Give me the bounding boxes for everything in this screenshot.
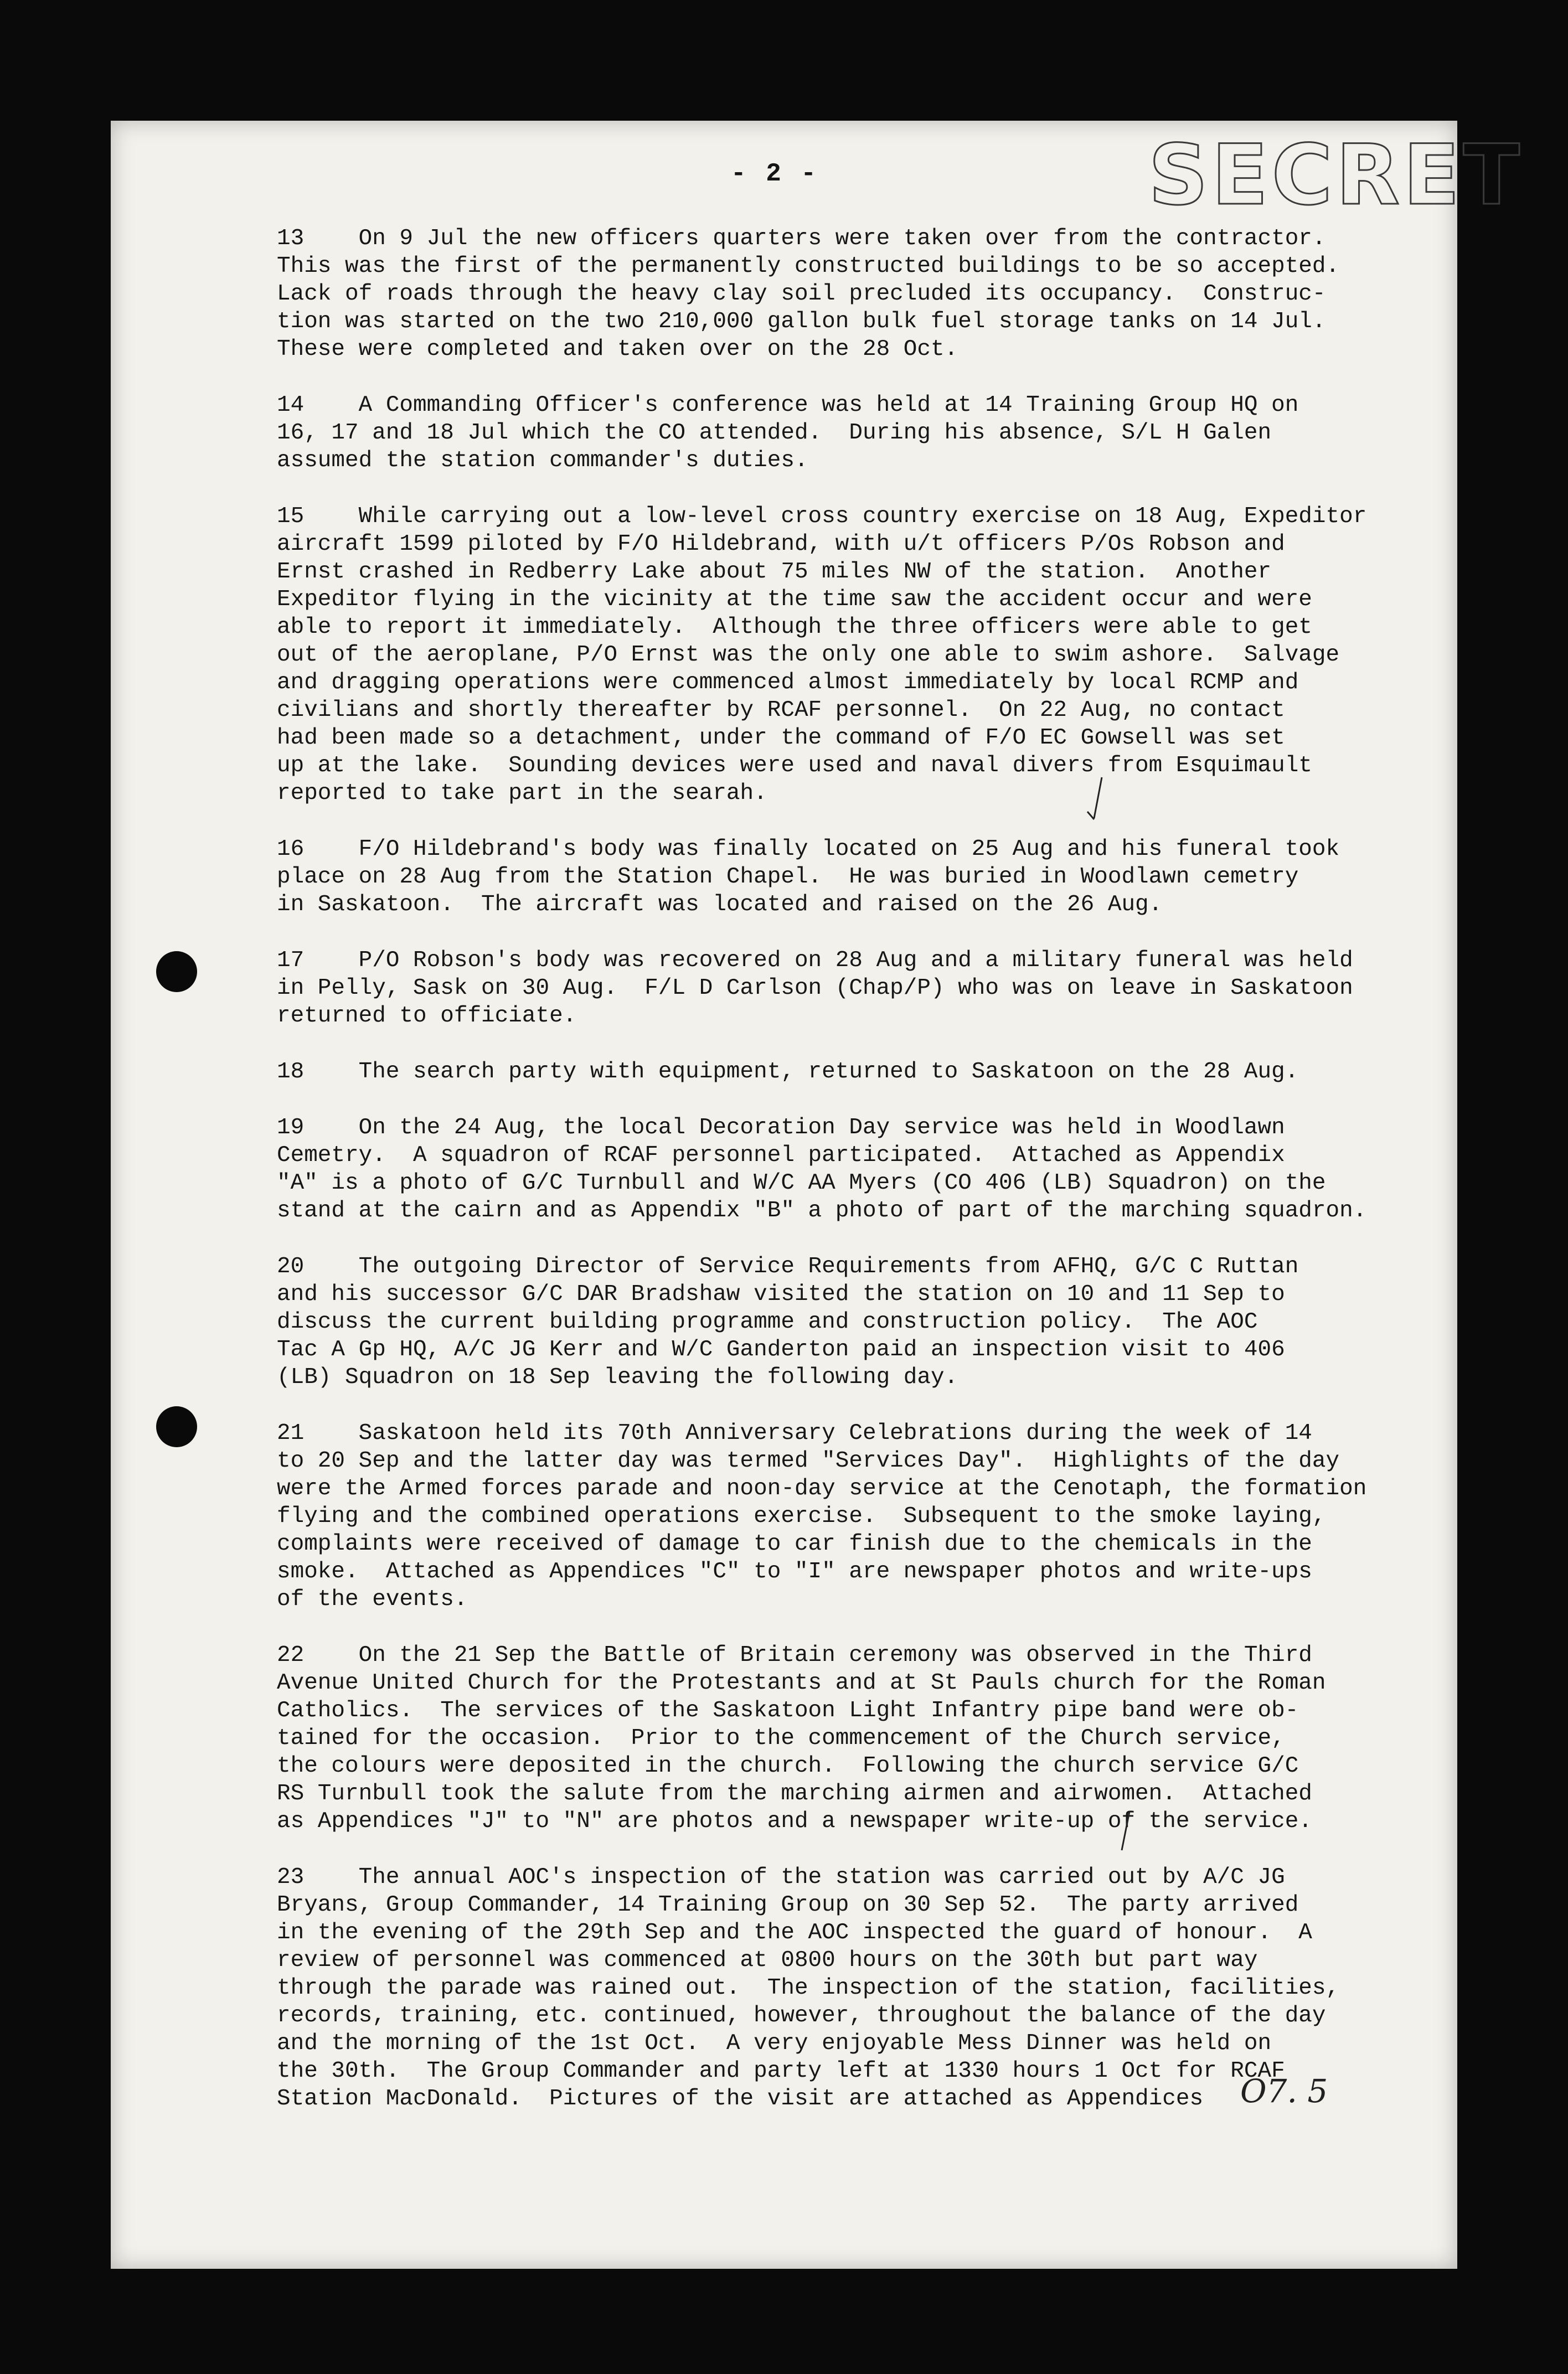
- text-line: aircraft 1599 piloted by F/O Hildebrand, with u/t officers P/Os Robson and: [277, 531, 1285, 557]
- text-line: civilians and shortly thereafter by RCAF personnel. On 22 Aug, no contact: [277, 698, 1285, 723]
- paragraph: [277, 835, 1406, 918]
- paragraph: [277, 1642, 1406, 1835]
- text-line: 21 Saskatoon held its 70th Anniversary Celebrations during the week of 14: [277, 1421, 1312, 1446]
- text-line: assumed the station commander's duties.: [277, 448, 808, 473]
- text-line: Bryans, Group Commander, 14 Training Group on 30 Sep 52. The party arrived: [277, 1892, 1299, 1918]
- text-line: RS Turnbull took the salute from the marching airmen and airwomen. Attached: [277, 1781, 1312, 1807]
- text-line: in Pelly, Sask on 30 Aug. F/L D Carlson (Chap/P) who was on leave in Saskatoon: [277, 976, 1353, 1001]
- text-line: through the parade was rained out. The inspection of the station, facilities,: [277, 1975, 1340, 2001]
- text-line: records, training, etc. continued, however, throughout the balance of the day: [277, 2003, 1326, 2029]
- text-line: tion was started on the two 210,000 gallon bulk fuel storage tanks on 14 Jul.: [277, 309, 1326, 334]
- text-line: the colours were deposited in the church. Following the church service G/C: [277, 1753, 1299, 1779]
- text-line: able to report it immediately. Although the three officers were able to get: [277, 615, 1312, 640]
- page-number: - 2 -: [731, 159, 819, 188]
- text-line: Expeditor flying in the vicinity at the time saw the accident occur and were: [277, 587, 1312, 612]
- handwritten-tick-mark: [1085, 775, 1107, 825]
- text-line: 22 On the 21 Sep the Battle of Britain ceremony was observed in the Third: [277, 1643, 1312, 1668]
- text-line: Catholics. The services of the Saskatoon Light Infantry pipe band were ob-: [277, 1698, 1299, 1723]
- text-line: This was the first of the permanently constructed buildings to be so accepted.: [277, 254, 1340, 279]
- text-line: tained for the occasion. Prior to the commencement of the Church service,: [277, 1726, 1285, 1751]
- document-page: [111, 121, 1523, 2269]
- text-line: Lack of roads through the heavy clay soil precluded its occupancy. Construc-: [277, 281, 1326, 307]
- paragraph: [277, 947, 1406, 1030]
- text-line: as Appendices "J" to "N" are photos and a newspaper write-up of the service.: [277, 1809, 1312, 1834]
- punch-hole-upper: [156, 951, 197, 992]
- text-line: 18 The search party with equipment, returned to Saskatoon on the 28 Aug.: [277, 1059, 1299, 1085]
- paragraph: [277, 1058, 1406, 1086]
- text-line: flying and the combined operations exercise. Subsequent to the smoke laying,: [277, 1504, 1326, 1529]
- handwritten-appendix-note: O7. 5: [1240, 2072, 1328, 2110]
- text-line: were the Armed forces parade and noon-day service at the Cenotaph, the formation: [277, 1476, 1367, 1501]
- paragraph: [277, 1420, 1406, 1613]
- handwritten-tick-mark-2: [1116, 1809, 1133, 1854]
- text-line: reported to take part in the searah.: [277, 781, 767, 806]
- text-line: and the morning of the 1st Oct. A very enjoyable Mess Dinner was held on: [277, 2031, 1272, 2056]
- paragraph: [277, 1864, 1406, 2113]
- text-line: Station MacDonald. Pictures of the visit are attached as Appendices: [277, 2086, 1204, 2112]
- text-line: discuss the current building programme and construction policy. The AOC: [277, 1309, 1258, 1335]
- text-line: Avenue United Church for the Protestants and at St Pauls church for the Roman: [277, 1670, 1326, 1696]
- paragraph: [277, 503, 1406, 807]
- text-line: review of personnel was commenced at 0800 hours on the 30th but part way: [277, 1948, 1258, 1973]
- text-line: smoke. Attached as Appendices "C" to "I" are newspaper photos and write-ups: [277, 1559, 1312, 1585]
- text-line: up at the lake. Sounding devices were used and naval divers from Esquimault: [277, 753, 1312, 778]
- text-line: the 30th. The Group Commander and party left at 1330 hours 1 Oct for RCAF: [277, 2058, 1285, 2084]
- paragraph: [277, 1253, 1406, 1391]
- text-line: (LB) Squadron on 18 Sep leaving the following day.: [277, 1365, 958, 1390]
- text-line: 19 On the 24 Aug, the local Decoration Day service was held in Woodlawn: [277, 1115, 1285, 1140]
- text-line: in Saskatoon. The aircraft was located and raised on the 26 Aug.: [277, 892, 1163, 917]
- text-line: complaints were received of damage to car finish due to the chemicals in the: [277, 1531, 1312, 1557]
- text-line: Ernst crashed in Redberry Lake about 75 miles NW of the station. Another: [277, 559, 1272, 585]
- text-line: had been made so a detachment, under the command of F/O EC Gowsell was set: [277, 725, 1285, 751]
- text-line: 15 While carrying out a low-level cross country exercise on 18 Aug, Expeditor: [277, 504, 1367, 529]
- text-line: out of the aeroplane, P/O Ernst was the only one able to swim ashore. Salvage: [277, 642, 1340, 668]
- text-line: place on 28 Aug from the Station Chapel. He was buried in Woodlawn cemetry: [277, 864, 1299, 890]
- punch-hole-lower: [156, 1406, 197, 1447]
- text-line: returned to officiate.: [277, 1003, 577, 1029]
- paragraph: [277, 391, 1406, 474]
- text-line: 13 On 9 Jul the new officers quarters were taken over from the contractor.: [277, 226, 1326, 251]
- text-line: These were completed and taken over on the 28 Oct.: [277, 337, 958, 362]
- paragraph: [277, 225, 1406, 363]
- text-line: "A" is a photo of G/C Turnbull and W/C AA Myers (CO 406 (LB) Squadron) on the: [277, 1170, 1326, 1196]
- text-line: and his successor G/C DAR Bradshaw visited the station on 10 and 11 Sep to: [277, 1282, 1285, 1307]
- document-body: [277, 225, 1406, 2141]
- paragraph: [277, 1114, 1406, 1225]
- text-line: stand at the cairn and as Appendix "B" a photo of part of the marching squadron.: [277, 1198, 1367, 1224]
- text-line: 16 F/O Hildebrand's body was finally located on 25 Aug and his funeral took: [277, 837, 1340, 862]
- text-line: and dragging operations were commenced almost immediately by local RCMP and: [277, 670, 1299, 695]
- text-line: of the events.: [277, 1587, 468, 1612]
- text-line: 16, 17 and 18 Jul which the CO attended. During his absence, S/L H Galen: [277, 420, 1272, 446]
- text-line: 20 The outgoing Director of Service Requirements from AFHQ, G/C C Ruttan: [277, 1254, 1299, 1279]
- secret-stamp: [1145, 127, 1523, 224]
- text-line: Cemetry. A squadron of RCAF personnel participated. Attached as Appendix: [277, 1143, 1285, 1168]
- secret-stamp-text: SECRET: [1148, 127, 1523, 224]
- text-line: 17 P/O Robson's body was recovered on 28 Aug and a military funeral was held: [277, 948, 1353, 973]
- text-line: 23 The annual AOC's inspection of the station was carried out by A/C JG: [277, 1865, 1285, 1890]
- text-line: to 20 Sep and the latter day was termed "Services Day". Highlights of the day: [277, 1448, 1340, 1474]
- text-line: Tac A Gp HQ, A/C JG Kerr and W/C Ganderton paid an inspection visit to 406: [277, 1337, 1285, 1363]
- text-line: in the evening of the 29th Sep and the AOC inspected the guard of honour. A: [277, 1920, 1312, 1945]
- text-line: 14 A Commanding Officer's conference was held at 14 Training Group HQ on: [277, 393, 1299, 418]
